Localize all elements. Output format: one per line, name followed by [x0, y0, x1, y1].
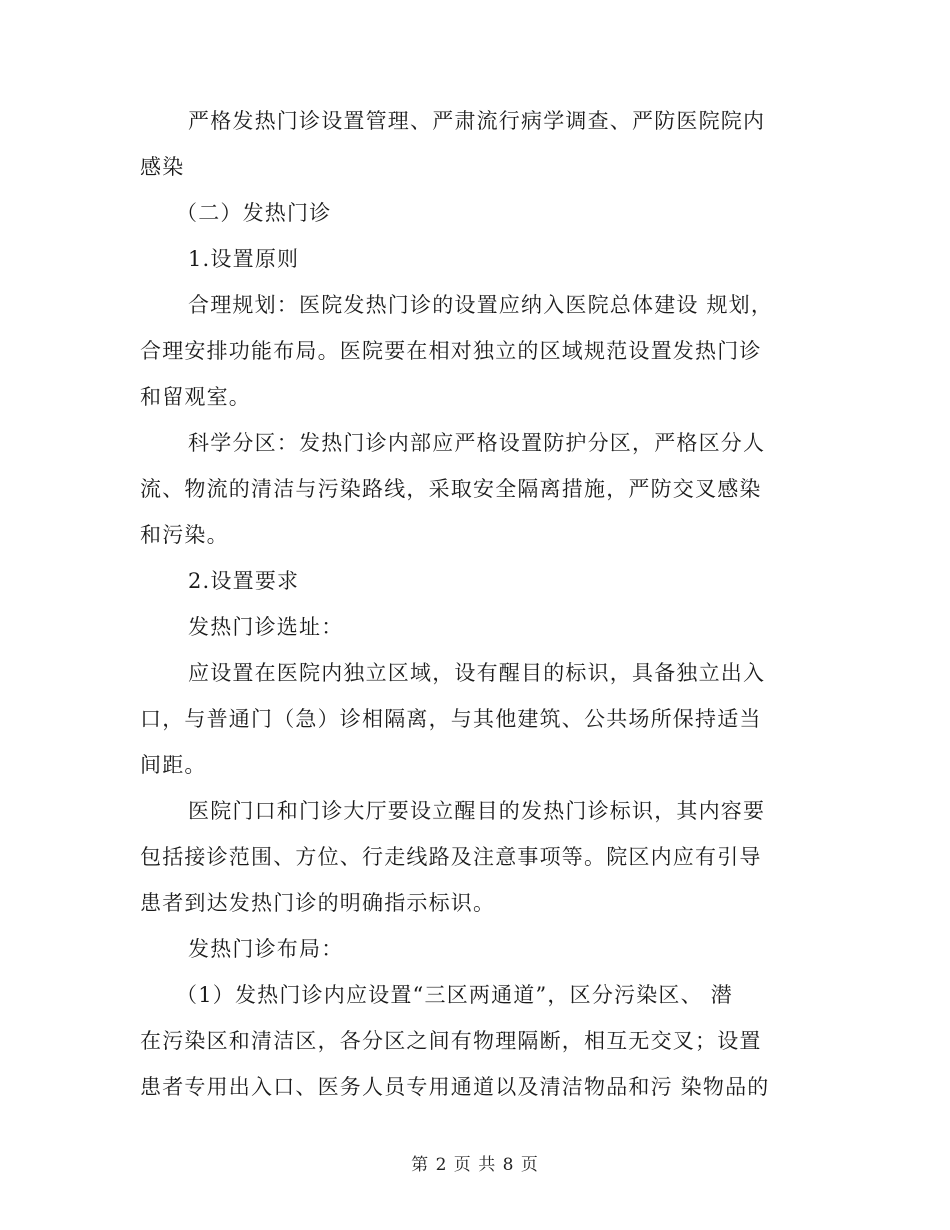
text-line: 科学分区：发热门诊内部应严格设置防护分区，严格区分人	[188, 431, 766, 455]
text-line: 合理规划：医院发热门诊的设置应纳入医院总体建设 规划，	[188, 293, 774, 317]
text-line: 严格发热门诊设置管理、严肃流行病学调查、严防医院院内	[188, 109, 766, 133]
text-line: 和留观室。	[140, 385, 251, 409]
text-line: 合理安排功能布局。医院要在相对独立的区域规范设置发热门诊	[140, 339, 762, 363]
text-line: （1）发热门诊内应设置“三区两通道”，区分污染区、 潜	[176, 983, 733, 1007]
text-line: 口，与普通门（急）诊相隔离，与其他建筑、公共场所保持适当	[140, 707, 762, 731]
text-line: 发热门诊选址：	[188, 615, 344, 639]
text-line: 患者专用出入口、医务人员专用通道以及清洁物品和污 染物品的	[140, 1075, 770, 1099]
section-heading: （二）发热门诊	[176, 201, 332, 225]
text-line: 感染	[140, 155, 185, 179]
text-line: 在污染区和清洁区，各分区之间有物理隔断，相互无交叉；设置	[140, 1029, 762, 1053]
text-line: 应设置在医院内独立区域，设有醒目的标识，具备独立出入	[188, 661, 766, 685]
text-line: 流、物流的清洁与污染路线，采取安全隔离措施，严防交叉感染	[140, 477, 762, 501]
text-line: 包括接诊范围、方位、行走线路及注意事项等。院区内应有引导	[140, 845, 762, 869]
subsection-heading: 2.设置要求	[188, 569, 300, 593]
subsection-heading: 1.设置原则	[188, 247, 300, 271]
document-body	[140, 98, 805, 1110]
text-line: 间距。	[140, 753, 207, 777]
text-line: 患者到达发热门诊的明确指示标识。	[140, 891, 496, 915]
text-line: 医院门口和门诊大厅要设立醒目的发热门诊标识，其内容要	[188, 799, 766, 823]
text-line: 和污染。	[140, 523, 229, 547]
text-line: 发热门诊布局：	[188, 937, 344, 961]
page-number-footer: 第 2 页 共 8 页	[411, 1155, 539, 1175]
